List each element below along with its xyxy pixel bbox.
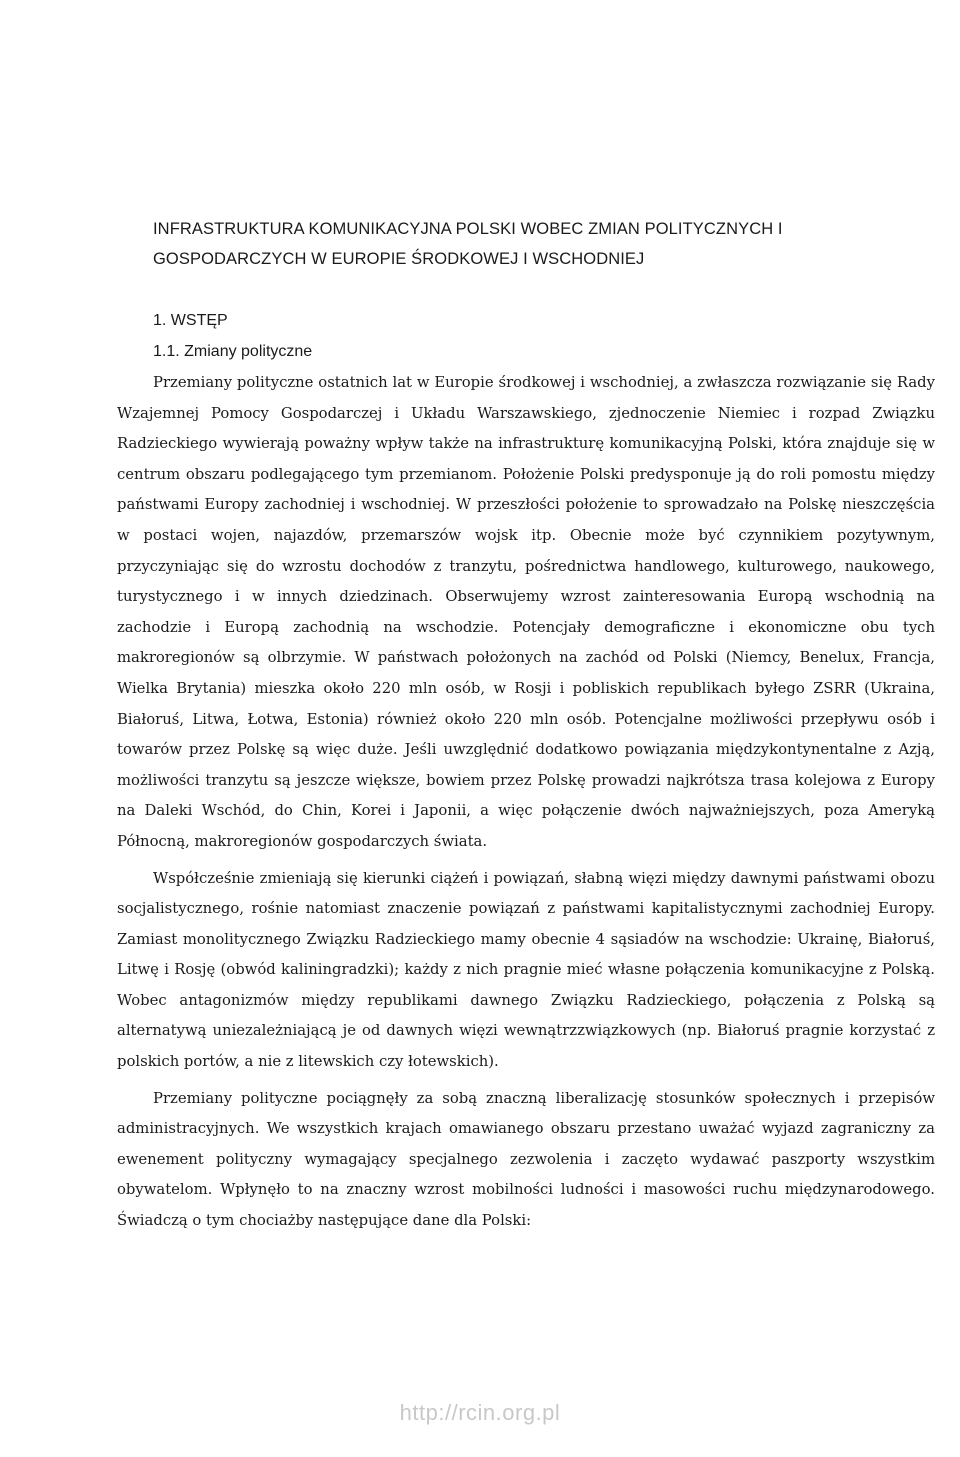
section-heading: 1. WSTĘP [153,312,228,329]
paragraph-2: Współcześnie zmieniają się kierunki ciążeń i powiązań, słabną więzi między dawnymi państwami obozu socjalistycznego, rośnie natomiast znaczenie powiązań z państwami kapitalistycznymi zachodniej Europy. Zamiast monolitycznego Związku Radzieckiego mamy obecnie 4 sąsiadów na wschodzie: Ukrainę, Białoruś, Litwę i Rosję (obwód kaliningradzki); każdy z nich pragnie mieć własne połączenia komunikacyjne z Polską. Wobec antagonizmów między republikami dawnego Związku Radzieckiego, połączenia z Polską są alternatywą uniezależniającą je od dawnych więzi wewnątrzzwiązkowych (np. Białoruś pragnie korzystać z polskich portów, a nie z litewskich czy łotewskich). [117,869,935,1071]
paragraph-3: Przemiany polityczne pociągnęły za sobą znaczną liberalizację stosunków społecznych i przepisów administracyjnych. We wszystkich krajach omawianego obszaru przestano uważać wyjazd zagraniczny za ewenement polityczny wymagający specjalnego zezwolenia i zaczęto wydawać paszporty wszystkim obywatelom. Wpłynęło to na znaczny wzrost mobilności ludności i masowości ruchu międzynarodowego. Świadczą o tym chociażby następujące dane dla Polski: [117,1089,935,1230]
document-title: INFRASTRUKTURA KOMUNIKACYJNA POLSKI WOBEC ZMIAN POLITYCZNYCH I GOSPODARCZYCH W EUROPIE ŚRODKOWEJ I WSCHODNIEJ [153,220,783,268]
source-watermark-url: http://rcin.org.pl [399,1400,561,1425]
subsection-heading: 1.1. Zmiany polityczne [153,343,313,360]
paragraph-1: Przemiany polityczne ostatnich lat w Europie środkowej i wschodniej, a zwłaszcza rozwiązanie się Rady Wzajemnej Pomocy Gospodarczej i Układu Warszawskiego, zjednoczenie Niemiec i rozpad Związku Radzieckiego wywierają poważny wpływ także na infrastrukturę komunikacyjną Polski, która znajduje się w centrum obszaru podlegającego tym przemianom. Położenie Polski predysponuje ją do roli pomostu między państwami Europy zachodniej i wschodniej. W przeszłości położenie to sprowadzało na Polskę nieszczęścia w postaci wojen, najazdów, przemarszów wojsk itp. Obecnie może być czynnikiem pozytywnym, przyczyniając się do wzrostu dochodów z tranzytu, pośrednictwa handlowego, kulturowego, naukowego, turystycznego i w innych dziedzinach. Obserwujemy wzrost zainteresowania Europą wschodnią na zachodzie i Europą zachodnią na wschodzie. Potencjały demograficzne i ekonomiczne obu tych makroregionów są olbrzymie. W państwach położonych na zachód od Polski (Niemcy, Benelux, Francja, Wielka Brytania) mieszka około 220 mln osób, w Rosji i pobliskich republikach byłego ZSRR (Ukraina, Białoruś, Litwa, Łotwa, Estonia) również około 220 mln osób. Potencjalne możliwości przepływu osób i towarów przez Polskę są więc duże. Jeśli uwzględnić dodatkowo powiązania międzykontynentalne z Azją, możliwości tranzytu są jeszcze większe, bowiem przez Polskę prowadzi najkrótsza trasa kolejowa z Europy na Daleki Wschód, do Chin, Korei i Japonii, a więc połączenie dwóch najważniejszych, poza Ameryką Północną, makroregionów gospodarczych świata. [117,374,935,850]
body-text [117,368,935,1237]
